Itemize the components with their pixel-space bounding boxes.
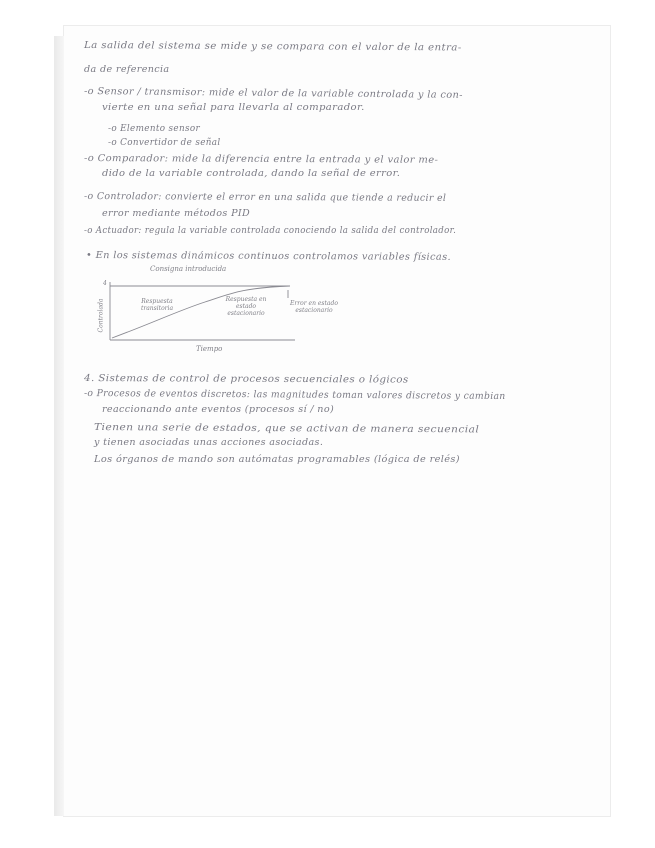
figure-y-tick: 4 (103, 280, 107, 287)
text-line-13: 4. Sistemas de control de procesos secuenciales o lógicos (83, 373, 409, 386)
figure-y-label: Controlada (97, 298, 105, 333)
text-line-2: da de referencia (84, 64, 170, 75)
text-line-9: -o Controlador: convierte el error en una salida que tiende a reducir el (83, 191, 447, 204)
text-line-4: vierte en una señal para llevarla al comparador. (102, 102, 365, 113)
text-line-15: reaccionando ante eventos (procesos sí / no) (102, 404, 335, 415)
text-line-6: -o Convertidor de señal (108, 138, 221, 148)
text-line-12: • En los sistemas dinámicos continuos controlamos variables físicas. (85, 250, 451, 263)
text-line-8: dido de la variable controlada, dando la señal de error. (102, 168, 401, 179)
figure-annotation-error: Error en estado estacionario (290, 300, 338, 314)
figure-annotation-transient: Respuesta transitoria (140, 298, 174, 312)
text-line-14: -o Procesos de eventos discretos: las magnitudes toman valores discretos y cambian (83, 388, 506, 403)
figure-top-label: Consigna introducida (150, 265, 227, 273)
text-line-17: y tienen asociadas unas acciones asociadas. (94, 437, 324, 448)
text-line-11: -o Actuador: regula la variable controlada conociendo la salida del controlador. (84, 225, 457, 236)
text-line-7: -o Comparador: mide la diferencia entre la entrada y el valor me- (83, 153, 439, 166)
text-line-1: La salida del sistema se mide y se compara con el valor de la entra- (83, 40, 462, 54)
text-line-5: -o Elemento sensor (108, 124, 201, 134)
response-figure (40, 244, 380, 354)
text-line-16: Tienen una serie de estados, que se activan de manera secuencial (93, 422, 480, 436)
figure-annotation-steady: Respuesta en estado estacionario (225, 296, 267, 317)
text-line-10: error mediante métodos PID (102, 208, 251, 219)
text-line-18: Los órganos de mando son autómatas programables (lógica de relés) (94, 454, 460, 465)
text-line-3: -o Sensor / transmisor: mide el valor de la variable controlada y la con- (83, 86, 463, 101)
figure-x-label: Tiempo (196, 345, 223, 353)
